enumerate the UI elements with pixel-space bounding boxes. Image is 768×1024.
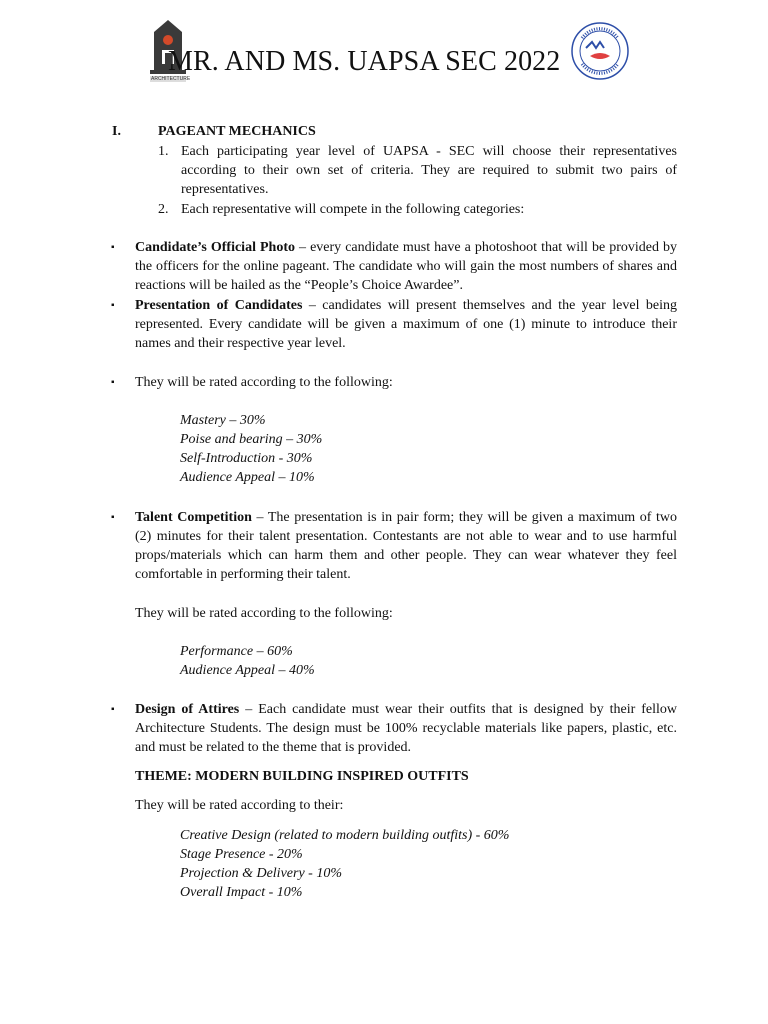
uapsa-seal-icon <box>570 18 630 84</box>
bullet-icon: ▪ <box>111 377 115 388</box>
section-title: PAGEANT MECHANICS <box>158 124 316 139</box>
bullet-icon: ▪ <box>111 704 115 715</box>
criteria-item: Audience Appeal – 40% <box>180 663 315 678</box>
category-term: Candidate’s Official Photo <box>135 240 295 255</box>
bullet-icon: ▪ <box>111 242 115 253</box>
category-photo <box>135 238 677 295</box>
criteria-item: Projection & Delivery - 10% <box>180 866 342 881</box>
criteria-item: Self-Introduction - 30% <box>180 451 313 466</box>
criteria-item: Audience Appeal – 10% <box>180 470 315 485</box>
category-description: – The presentation is in pair form; they will be given a maximum of two (2) minutes for their talent presentation. Contestants are not able to wear and to use harmful props/materials which can harm them and other people. They can wear whatever they feel comfortable in performing their talent. <box>135 510 677 582</box>
category-presentation <box>135 296 677 353</box>
criteria-item: Mastery – 30% <box>180 413 266 428</box>
criteria-item: Poise and bearing – 30% <box>180 432 323 447</box>
item-text: Each representative will compete in the following categories: <box>181 202 525 217</box>
category-attire <box>135 700 677 757</box>
category-term: Talent Competition <box>135 510 252 525</box>
category-description: – Each candidate must wear their outfits that is designed by their fellow Architecture Students. The design must be 100% recyclable materials like papers, plastic, etc. and must be related to the theme that is provided. <box>135 702 677 755</box>
category-description: – every candidate must have a photoshoot that will be provided by the officers for the online pageant. The candidate who will gain the most numbers of shares and reactions will be hailed as the “People’s Choice Awardee”. <box>135 240 678 293</box>
category-term: Design of Attires <box>135 702 240 717</box>
item-number: 1. <box>158 144 169 159</box>
bullet-icon: ▪ <box>111 512 115 523</box>
criteria-item: Stage Presence - 20% <box>180 847 303 862</box>
criteria-item: Creative Design (related to modern building outfits) - 60% <box>180 828 510 843</box>
item-text: Each participating year level of UAPSA - SEC will choose their representatives according to their own set of criteria. They are required to submit two pairs of representatives. <box>181 144 677 197</box>
rating-intro: They will be rated according to the following: <box>135 606 393 621</box>
criteria-item: Performance – 60% <box>180 644 293 659</box>
category-term: Presentation of Candidates <box>135 298 303 313</box>
criteria-item: Overall Impact - 10% <box>180 885 303 900</box>
bullet-icon: ▪ <box>111 300 115 311</box>
page-title: MR. AND MS. UAPSA SEC 2022 <box>168 46 561 77</box>
theme-heading: THEME: MODERN BUILDING INSPIRED OUTFITS <box>135 769 469 784</box>
category-talent <box>135 508 677 584</box>
item-number: 2. <box>158 202 169 217</box>
logo-label: ARCHITECTURE <box>151 76 191 82</box>
category-description: – candidates will present themselves and the year level being represented. Every candidate will be given a maximum of one (1) minute to introduce their names and their respective year level. <box>135 298 677 351</box>
rating-intro: They will be rated according to the following: <box>135 375 393 390</box>
section-number: I. <box>112 124 121 139</box>
rating-intro: They will be rated according to their: <box>135 798 344 813</box>
